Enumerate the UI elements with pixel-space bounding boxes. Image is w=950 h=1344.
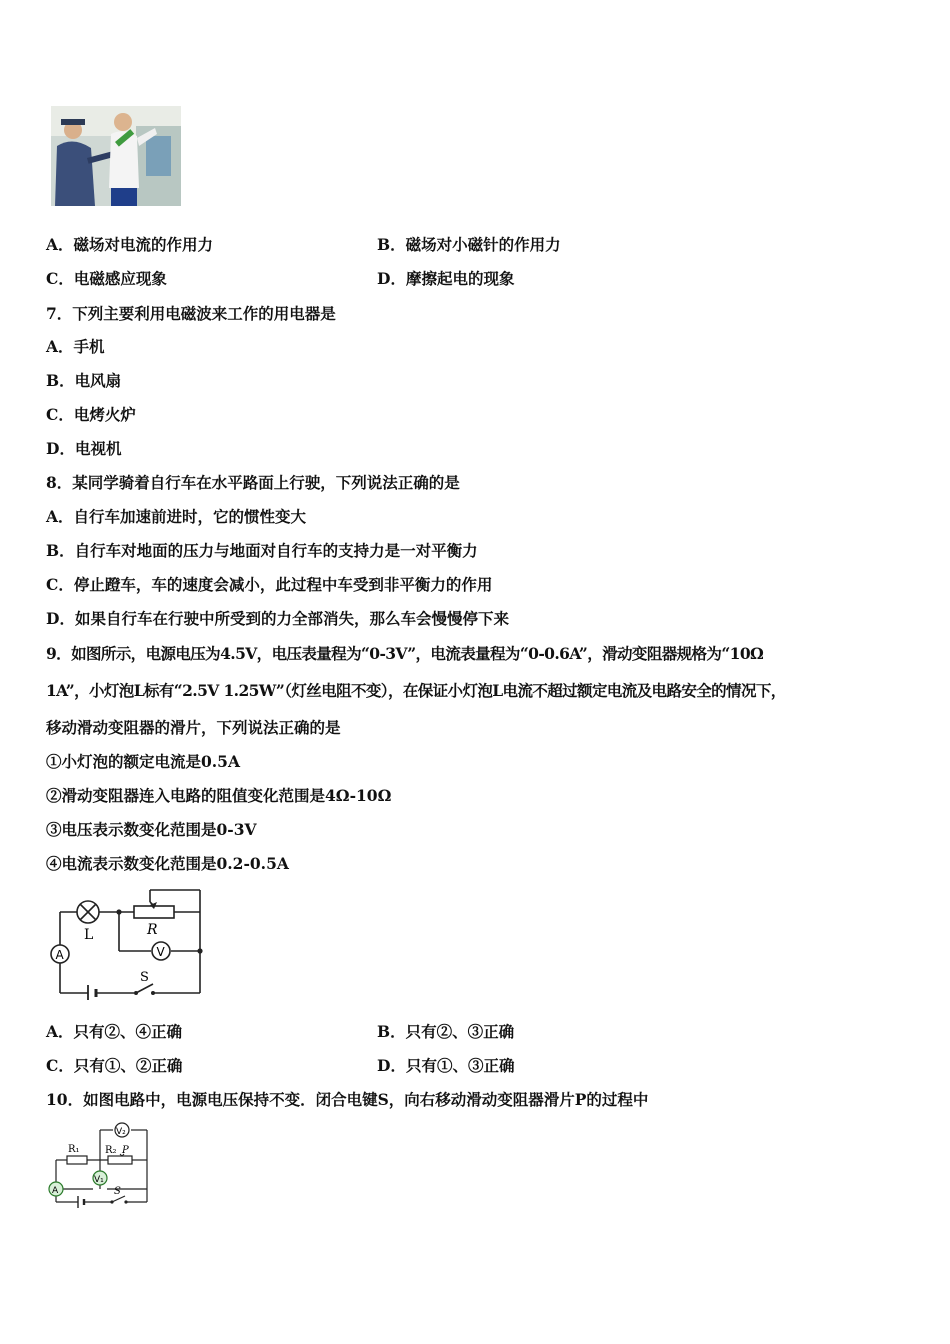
q9-rheostat-symbol — [134, 902, 174, 918]
q9-stem-line-1: 9．如图所示，电源电压为4.5V，电压表量程为“0-3V”，电流表量程为“0-0.6A”，滑动变阻器规格为“10Ω — [46, 644, 764, 663]
q7-option-b: B．电风扇 — [46, 371, 122, 390]
q9-statement-2: ②滑动变阻器连入电路的阻值变化范围是4Ω-10Ω — [46, 786, 392, 805]
q10-circuit-diagram — [44, 1122, 154, 1208]
q8-stem: 8．某同学骑着自行车在水平路面上行驶，下列说法正确的是 — [46, 473, 460, 492]
q10-v2-label: V₂ — [116, 1127, 126, 1137]
q10-v1-label: V₁ — [94, 1175, 104, 1185]
security-check-photo — [51, 106, 181, 206]
q9-option-b: B．只有②、③正确 — [377, 1022, 515, 1041]
q6-option-a: A．磁场对电流的作用力 — [46, 235, 214, 254]
q10-r2-label: R₂ — [105, 1145, 117, 1156]
q9-stem-line-3: 移动滑动变阻器的滑片，下列说法正确的是 — [46, 718, 341, 737]
q9-statement-3: ③电压表示数变化范围是0-3V — [46, 820, 257, 839]
q9-rheostat-label: R — [147, 922, 158, 938]
q9-ammeter-label: A — [55, 948, 64, 962]
q9-statement-1: ①小灯泡的额定电流是0.5A — [46, 752, 240, 771]
q7-stem: 7．下列主要利用电磁波来工作的用电器是 — [46, 304, 336, 323]
q6-option-c: C．电磁感应现象 — [46, 269, 167, 288]
q10-r1-symbol — [67, 1156, 87, 1164]
q9-option-a: A．只有②、④正确 — [46, 1022, 183, 1041]
q6-option-d: D．摩擦起电的现象 — [377, 269, 515, 288]
q7-option-d: D．电视机 — [46, 439, 122, 458]
q9-circuit-diagram — [44, 885, 210, 1000]
q10-r2-symbol — [108, 1156, 132, 1164]
q9-statement-4: ④电流表示数变化范围是0.2-0.5A — [46, 854, 289, 873]
q9-stem-line-2: 1A”，小灯泡L标有“2.5V 1.25W”（灯丝电阻不变），在保证小灯泡L电流不超过额定电流及电路安全的情况下， — [46, 681, 786, 700]
q10-r1-label: R₁ — [68, 1144, 80, 1155]
q9-lamp-label: L — [84, 927, 94, 943]
q8-option-c: C．停止蹬车，车的速度会减小，此过程中车受到非平衡力的作用 — [46, 575, 493, 594]
q6-option-b: B．磁场对小磁针的作用力 — [377, 235, 561, 254]
q8-option-a: A．自行车加速前进时，它的惯性变大 — [46, 507, 307, 526]
q10-slider-label: P — [122, 1145, 129, 1156]
q9-voltmeter-label: V — [156, 945, 165, 959]
q8-option-d: D．如果自行车在行驶中所受到的力全部消失，那么车会慢慢停下来 — [46, 609, 509, 628]
q9-lamp-symbol — [77, 901, 99, 923]
q10-ammeter-label: A — [52, 1186, 59, 1196]
q9-battery-symbol — [88, 985, 96, 1000]
q7-option-c: C．电烤火炉 — [46, 405, 136, 424]
q10-switch-label: S — [114, 1186, 121, 1197]
q9-switch-label: S — [140, 970, 149, 985]
q9-option-c: C．只有①、②正确 — [46, 1056, 183, 1075]
q10-stem: 10．如图电路中，电源电压保持不变．闭合电键S，向右移动滑动变阻器滑片P的过程中 — [46, 1090, 649, 1109]
q8-option-b: B．自行车对地面的压力与地面对自行车的支持力是一对平衡力 — [46, 541, 478, 560]
q9-option-d: D．只有①、③正确 — [377, 1056, 515, 1075]
q9-switch-symbol — [134, 984, 155, 995]
q7-option-a: A．手机 — [46, 337, 105, 356]
